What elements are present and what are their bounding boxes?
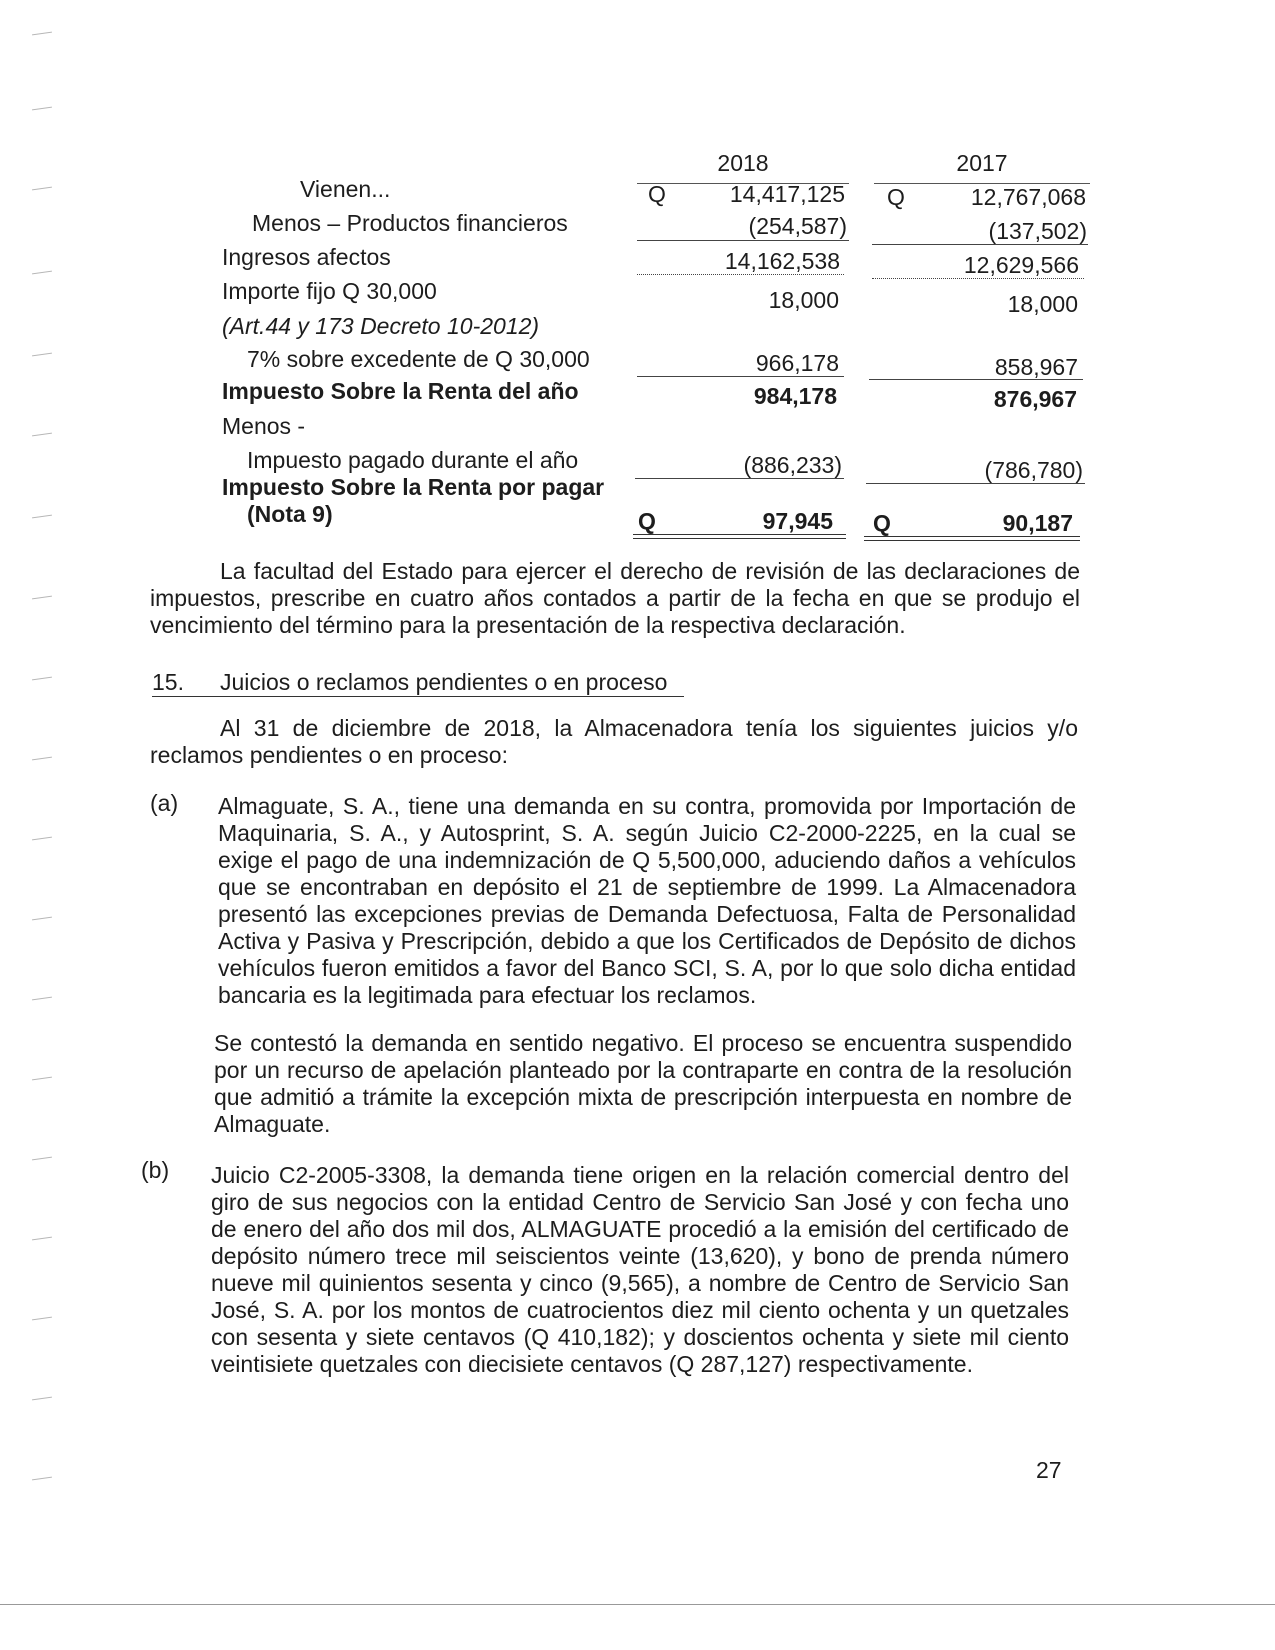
amount-2018: 14,417,125 xyxy=(729,181,845,207)
item-a-paragraph-1: Almaguate, S. A., tiene una demanda en su contra, promovida por Importación de Maquinaria, S. A., y Autosprint, S. A. según Juicio C2-2000-2225, en la cual se exige el pago de una indemnización de Q 5,500,000, aduciendo daños a vehículos que se encontraban en depósito el 21 de septiembre de 1999. La Almacenadora presentó las excepciones previas de Demanda Defectuosa, Falta de Personalidad Activa y Pasiva y Prescripción, debido a que los Certificados de Depósito de dichos vehículos fueron emitidos a favor del Banco SCI, S. A, por lo que solo dicha entidad bancaria es la legitimada para efectuar los reclamos. xyxy=(218,793,1076,1008)
intro-text: Al 31 de diciembre de 2018, la Almacenadora tenía los siguientes juicios y/o reclamos pendientes o en proceso: xyxy=(150,715,1078,768)
margin-tick xyxy=(32,837,52,841)
currency-symbol: Q xyxy=(648,181,666,207)
subtotal-rule xyxy=(637,240,849,241)
currency-symbol: Q xyxy=(887,184,905,210)
row-label: Ingresos afectos xyxy=(222,244,391,270)
year-header-2018: 2018 xyxy=(637,150,849,184)
amount-2018: (886,233) xyxy=(743,452,842,478)
margin-tick xyxy=(32,596,52,600)
intro-paragraph xyxy=(150,715,1078,769)
total-double-rule xyxy=(864,536,1080,541)
subtotal-rule xyxy=(872,278,1084,279)
margin-tick xyxy=(32,32,52,36)
subtotal-rule xyxy=(635,478,844,479)
amount-2017: (786,780) xyxy=(984,457,1083,483)
amount-2017: 12,767,068 xyxy=(970,184,1086,210)
margin-tick xyxy=(32,677,52,681)
row-label: Menos – Productos financieros xyxy=(252,210,568,236)
margin-tick xyxy=(32,1157,52,1161)
section-title: Juicios o reclamos pendientes o en proceso xyxy=(220,669,668,695)
prescription-paragraph xyxy=(150,558,1080,639)
row-label: Menos - xyxy=(222,413,306,439)
amount-2018: 18,000 xyxy=(768,287,839,313)
amount-2017: 90,187 xyxy=(1002,510,1073,536)
margin-tick xyxy=(32,997,52,1001)
subtotal-rule xyxy=(637,376,844,377)
margin-tick xyxy=(32,1077,52,1081)
margin-tick xyxy=(32,1477,52,1481)
margin-tick xyxy=(32,107,52,111)
subtotal-rule xyxy=(637,274,844,275)
amount-2018: 14,162,538 xyxy=(724,248,840,274)
row-label: Vienen... xyxy=(300,176,391,202)
amount-2018: (254,587) xyxy=(748,213,847,239)
year-header-2017: 2017 xyxy=(874,150,1090,184)
section-heading xyxy=(152,668,684,697)
item-marker-b: (b) xyxy=(141,1157,170,1183)
item-marker-a: (a) xyxy=(150,790,179,816)
amount-2017: 876,967 xyxy=(993,386,1077,412)
page-number: 27 xyxy=(1036,1457,1062,1483)
row-label: (Nota 9) xyxy=(247,501,333,527)
total-double-rule xyxy=(633,534,846,539)
amount-2018: 966,178 xyxy=(755,350,839,376)
amount-2017: 12,629,566 xyxy=(963,252,1079,278)
margin-tick xyxy=(32,917,52,921)
subtotal-rule xyxy=(872,244,1088,245)
amount-2018: 984,178 xyxy=(753,383,837,409)
margin-tick xyxy=(32,515,52,519)
row-label: Importe fijo Q 30,000 xyxy=(222,278,437,304)
margin-tick xyxy=(32,353,52,357)
subtotal-rule xyxy=(866,483,1085,484)
amount-2018: 97,945 xyxy=(762,508,833,534)
row-label: Impuesto Sobre la Renta por pagar xyxy=(222,474,605,500)
row-label: Impuesto Sobre la Renta del año xyxy=(222,378,579,404)
margin-tick xyxy=(32,1237,52,1241)
currency-symbol: Q xyxy=(638,508,656,534)
currency-symbol: Q xyxy=(873,510,891,536)
margin-tick xyxy=(32,187,52,191)
subtotal-rule xyxy=(869,379,1083,380)
page-bottom-edge xyxy=(0,1604,1275,1605)
margin-tick xyxy=(32,271,52,275)
item-a-paragraph-2: Se contestó la demanda en sentido negativo. El proceso se encuentra suspendido por un recurso de apelación planteado por la contraparte en contra de la resolución que admitió a trámite la excepción mixta de prescripción interpuesta en nombre de Almaguate. xyxy=(214,1030,1072,1137)
row-label: 7% sobre excedente de Q 30,000 xyxy=(247,346,590,372)
margin-tick xyxy=(32,1317,52,1321)
item-b-paragraph-1: Juicio C2-2005-3308, la demanda tiene origen en la relación comercial dentro del giro de sus negocios con la entidad Centro de Servicio San José y con fecha uno de enero del año dos mil dos, ALMAGUATE procedió a la emisión del certificado de depósito número trece mil seiscientos veinte (13,620), y bono de prenda número nueve mil quinientos sesenta y cinco (9,565), a nombre de Centro de Servicio San José, S. A. por los montos de cuatrocientos diez mil ciento ochenta y un quetzales con sesenta y siete centavos (Q 410,182); y doscientos ochenta y siete mil ciento veintisiete quetzales con diecisiete centavos (Q 287,127) respectivamente. xyxy=(211,1162,1069,1377)
row-label: Impuesto pagado durante el año xyxy=(247,447,579,473)
prescription-text: La facultad del Estado para ejercer el derecho de revisión de las declaraciones de impuestos, prescribe en cuatro años contados a partir de la fecha en que se produjo el vencimiento del término para la presentación de la respectiva declaración. xyxy=(150,558,1080,638)
amount-2017: 18,000 xyxy=(1007,291,1078,317)
margin-tick xyxy=(32,1397,52,1401)
section-number: 15. xyxy=(152,669,184,695)
margin-tick xyxy=(32,433,52,437)
margin-tick xyxy=(32,757,52,761)
amount-2017: 858,967 xyxy=(994,354,1078,380)
row-label: (Art.44 y 173 Decreto 10-2012) xyxy=(222,313,540,339)
amount-2017: (137,502) xyxy=(988,218,1087,244)
